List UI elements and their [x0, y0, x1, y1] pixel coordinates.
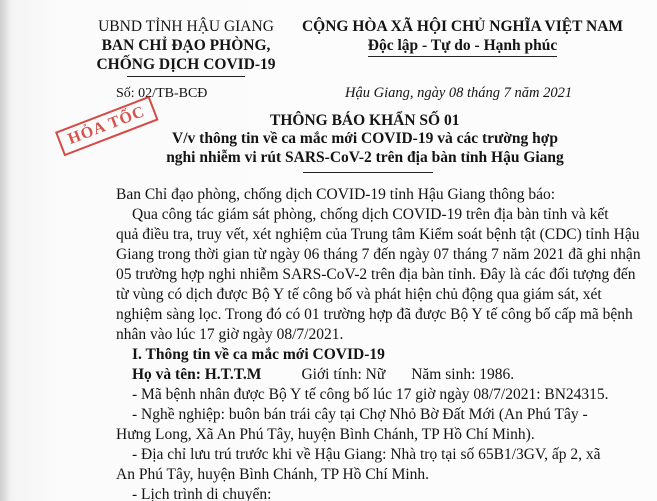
agency-name: UBND TỈNH HẬU GIANG	[98, 18, 274, 35]
department-name-line2: CHỐNG DỊCH COVID-19	[96, 56, 276, 73]
paragraph-line: Giang trong thời gian từ ngày 06 tháng 7 đến ngày 07 tháng 7 năm 2021 đã ghi nhận	[116, 246, 641, 263]
department-name-line1: BAN CHỈ ĐẠO PHÒNG,	[101, 37, 271, 54]
nation-name: CỘNG HÒA XÃ HỘI CHỦ NGHĨA VIỆT NAM	[301, 18, 624, 35]
national-motto: Độc lập - Tự do - Hạnh phúc	[368, 36, 557, 57]
issue-date: Hậu Giang, ngày 08 tháng 7 năm 2021	[345, 85, 573, 101]
notice-body	[116, 185, 656, 501]
paragraph-line: 05 trường hợp nghi nhiễm SARS-CoV-2 trên địa bàn tỉnh. Đây là các đối tượng đến	[116, 266, 636, 283]
patient-birth-year: Năm sinh: 1986.	[411, 366, 515, 383]
itinerary-line: - Lịch trình di chuyển:	[132, 486, 272, 501]
notice-subject	[155, 129, 575, 167]
patient-name: Họ và tên: H.T.T.M	[132, 366, 262, 383]
paragraph-line: Qua công tác giám sát phòng, chống dịch COVID-19 trên địa bàn tỉnh và kết	[132, 206, 609, 223]
occupation-line2: Hưng Long, Xã An Phú Tây, huyện Bình Chánh, TP Hồ Chí Minh).	[116, 426, 535, 443]
patient-code-line: - Mã bệnh nhân được Bộ Y tế công bố lúc 17 giờ ngày 08/7/2021: BN24315.	[132, 386, 609, 403]
paragraph-line: từ vùng có dịch được Bộ Y tế công bố và phát hiện chủ động qua giám sát, xét	[116, 286, 602, 303]
paragraph-line: nghiệm sàng lọc. Trong đó có 01 trường hợp đã được Bộ Y tế công bố cấp mã bệnh	[116, 306, 633, 323]
notice-subject-line1: V/v thông tin về ca mắc mới COVID-19 và các trường hợp	[172, 130, 558, 147]
notice-title: THÔNG BÁO KHẨN SỐ 01	[270, 112, 460, 129]
intro-paragraph	[116, 205, 656, 345]
section-title: I. Thông tin về ca mắc mới COVID-19	[132, 346, 385, 363]
patient-info-row	[116, 365, 656, 385]
address-line2: An Phú Tây, huyện Bình Chánh, TP Hồ Chí Minh.	[116, 466, 430, 483]
notice-subject-line2: nghi nhiễm vi rút SARS-CoV-2 trên địa bàn tỉnh Hậu Giang	[166, 149, 564, 166]
national-header	[285, 17, 640, 57]
agency-underline	[127, 76, 245, 77]
address-line1: - Địa chỉ lưu trú trước khi về Hậu Giang: Nhà trọ tại số 65B1/3GV, ấp 2, xã	[132, 446, 601, 463]
document-number: Số: 02/TB-BCĐ	[116, 86, 208, 101]
occupation-line1: - Nghề nghiệp: buôn bán trái cây tại Chợ Nhỏ Bờ Đất Mới (An Phú Tây -	[132, 406, 588, 423]
intro-line: Ban Chỉ đạo phòng, chống dịch COVID-19 tỉnh Hậu Giang thông báo:	[116, 186, 556, 203]
urgent-stamp: HỎA TỐC	[55, 96, 159, 156]
paragraph-line: quả điều tra, truy vết, xét nghiệm của Trung tâm Kiểm soát bệnh tật (CDC) tỉnh Hậu	[116, 226, 640, 243]
patient-gender: Giới tính: Nữ	[301, 366, 386, 383]
title-underline	[303, 172, 433, 173]
issuing-agency-header	[80, 17, 292, 77]
paragraph-line: nhân vào lúc 17 giờ ngày 08/7/2021.	[116, 326, 344, 343]
